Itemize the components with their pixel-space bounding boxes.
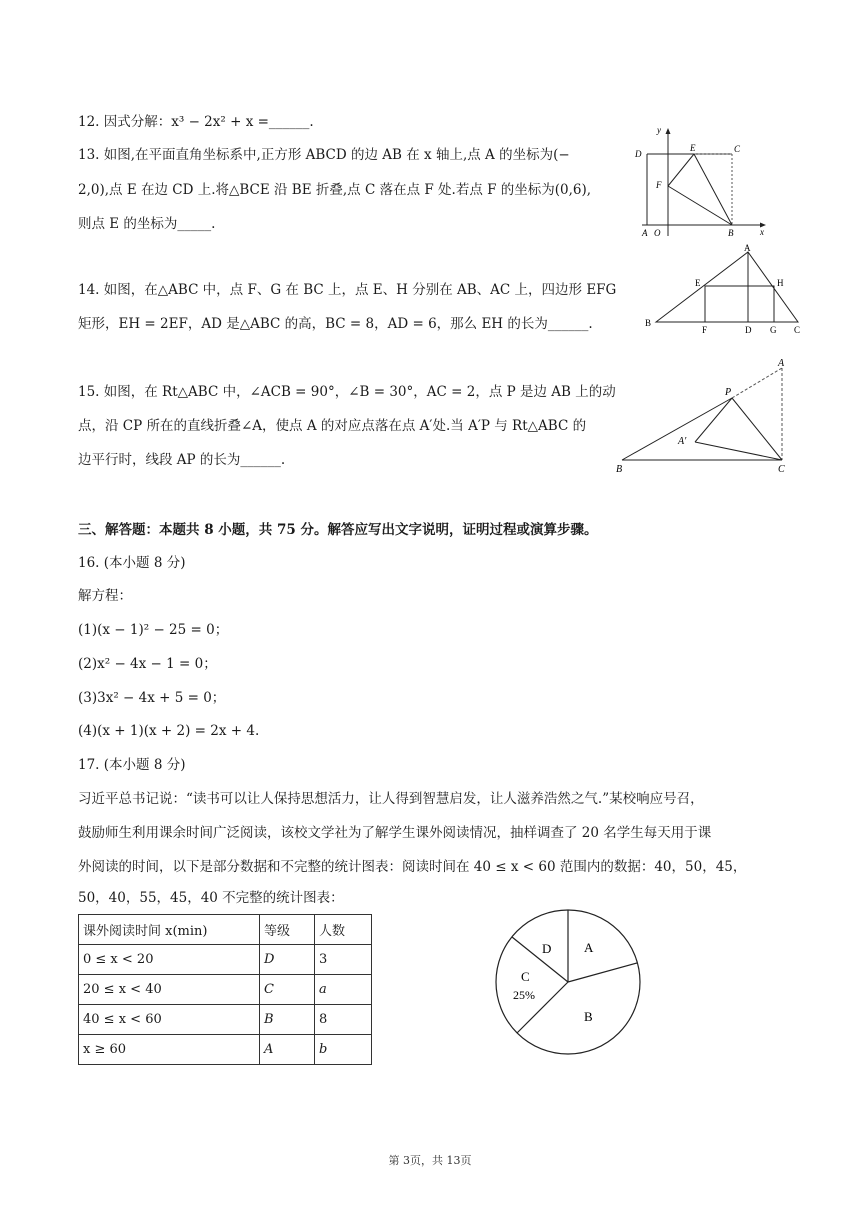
table-cell: A bbox=[260, 1035, 315, 1065]
q15-line2: 点，沿 CP 所在的直线折叠∠A，使点 A 的对应点落在点 A′处.当 A′P 与 Rt△ABC 的 bbox=[78, 418, 587, 434]
pie-divider-a-b bbox=[568, 963, 637, 982]
q13-label-C: C bbox=[734, 144, 741, 154]
q12-text: 12. 因式分解：x³ − 2x² + x =______. bbox=[78, 114, 314, 130]
q13-label-x: x bbox=[760, 227, 764, 237]
q15-figure bbox=[612, 354, 794, 478]
table-cell: 20 ≤ x < 40 bbox=[79, 975, 260, 1005]
q15-label-C: C bbox=[778, 464, 785, 475]
q13-label-F: F bbox=[656, 180, 662, 190]
table-row bbox=[79, 1005, 372, 1035]
q15-label-A: A bbox=[778, 358, 785, 369]
q14-figure bbox=[642, 244, 810, 336]
q13-label-y: y bbox=[657, 125, 661, 135]
q13-line1: 13. 如图,在平面直角坐标系中,正方形 ABCD 的边 AB 在 x 轴上,点 A 的坐标为(− bbox=[78, 147, 570, 163]
reading-time-table bbox=[78, 914, 372, 1065]
table-header-cell: 课外阅读时间 x(min) bbox=[79, 915, 260, 945]
q14-label-B: B bbox=[645, 318, 652, 328]
q14-line1: 14. 如图，在△ABC 中，点 F、G 在 BC 上，点 E、H 分别在 AB、AC 上，四边形 EFG bbox=[78, 282, 617, 298]
table-cell: x ≥ 60 bbox=[79, 1035, 260, 1065]
q14-label-E: E bbox=[695, 278, 701, 288]
q17-header: 17. (本小题 8 分) bbox=[78, 757, 186, 773]
table-cell: B bbox=[260, 1005, 315, 1035]
page-footer: 第 3页，共 13页 bbox=[388, 1154, 472, 1167]
q16-item: (4)(x + 1)(x + 2) = 2x + 4. bbox=[78, 723, 260, 739]
table-row bbox=[79, 1035, 372, 1065]
table-header-row bbox=[79, 915, 372, 945]
q16-intro: 解方程： bbox=[78, 588, 132, 604]
q17-text-line: 习近平总书记说：“读书可以让人保持思想活力，让人得到智慧启发，让人滋养浩然之气.”某校响应号召， bbox=[78, 791, 704, 807]
table-header-cell: 人数 bbox=[315, 915, 372, 945]
table-cell: a bbox=[315, 975, 372, 1005]
q14-label-C: C bbox=[794, 325, 801, 335]
table-cell: 8 bbox=[315, 1005, 372, 1035]
q16-item: (1)(x − 1)² − 25 = 0； bbox=[78, 622, 229, 638]
q14-label-H: H bbox=[777, 278, 784, 288]
table-row bbox=[79, 945, 372, 975]
q17-text-line: 鼓励师生利用课余时间广泛阅读，该校文学社为了解学生课外阅读情况，抽样调查了 20 名学生每天用于课 bbox=[78, 825, 712, 841]
q15-label-B: B bbox=[616, 464, 623, 475]
q14-label-G: G bbox=[770, 325, 777, 335]
q13-figure bbox=[630, 124, 770, 242]
q13-label-D: D bbox=[635, 149, 642, 159]
q17-text-line: 50，40，55，45，40 不完整的统计图表： bbox=[78, 890, 344, 906]
q16-header: 16. (本小题 8 分) bbox=[78, 555, 186, 571]
q13-line2: 2,0),点 E 在边 CD 上.将△BCE 沿 BE 折叠,点 C 落在点 F 处.若点 F 的坐标为(0,6), bbox=[78, 182, 592, 198]
q13-label-A: A bbox=[642, 228, 648, 238]
pie-label-c-percent: 25% bbox=[513, 988, 535, 1002]
pie-label-a: A bbox=[584, 940, 594, 955]
pie-label-d: D bbox=[542, 941, 552, 956]
reading-pie-chart bbox=[492, 906, 644, 1058]
q16-item: (2)x² − 4x − 1 = 0； bbox=[78, 656, 217, 672]
q17-text-line: 外阅读的时间，以下是部分数据和不完整的统计图表：阅读时间在 40 ≤ x < 60 范围内的数据：40，50，45， bbox=[78, 859, 747, 875]
table-cell: b bbox=[315, 1035, 372, 1065]
table-cell: 40 ≤ x < 60 bbox=[79, 1005, 260, 1035]
pie-label-c: C bbox=[521, 969, 530, 984]
table-cell: C bbox=[260, 975, 315, 1005]
table-cell: D bbox=[260, 945, 315, 975]
table-row bbox=[79, 975, 372, 1005]
q15-label-A-prime: A′ bbox=[678, 436, 687, 447]
q13-line3: 则点 E 的坐标为_____. bbox=[78, 216, 216, 232]
q13-label-O: O bbox=[654, 228, 661, 238]
q14-label-A: A bbox=[744, 244, 751, 253]
q15-line3: 边平行时，线段 AP 的长为______. bbox=[78, 452, 286, 468]
table-cell: 3 bbox=[315, 945, 372, 975]
section-3-title: 三、解答题：本题共 8 小题，共 75 分。解答应写出文字说明，证明过程或演算步骤。 bbox=[78, 522, 598, 538]
q15-line1: 15. 如图，在 Rt△ABC 中，∠ACB = 90°，∠B = 30°，AC = 2，点 P 是边 AB 上的动 bbox=[78, 384, 616, 400]
table-cell: 0 ≤ x < 20 bbox=[79, 945, 260, 975]
q13-label-E: E bbox=[690, 143, 696, 153]
table-header-cell: 等级 bbox=[260, 915, 315, 945]
q13-label-B: B bbox=[728, 228, 734, 238]
pie-label-b: B bbox=[584, 1009, 593, 1024]
q14-label-F: F bbox=[702, 325, 708, 335]
q14-line2: 矩形，EH = 2EF，AD 是△ABC 的高，BC = 8，AD = 6，那么 EH 的长为______. bbox=[78, 316, 593, 332]
q16-item: (3)3x² − 4x + 5 = 0； bbox=[78, 690, 226, 706]
q15-label-P: P bbox=[725, 387, 732, 398]
q14-label-D: D bbox=[745, 325, 752, 335]
